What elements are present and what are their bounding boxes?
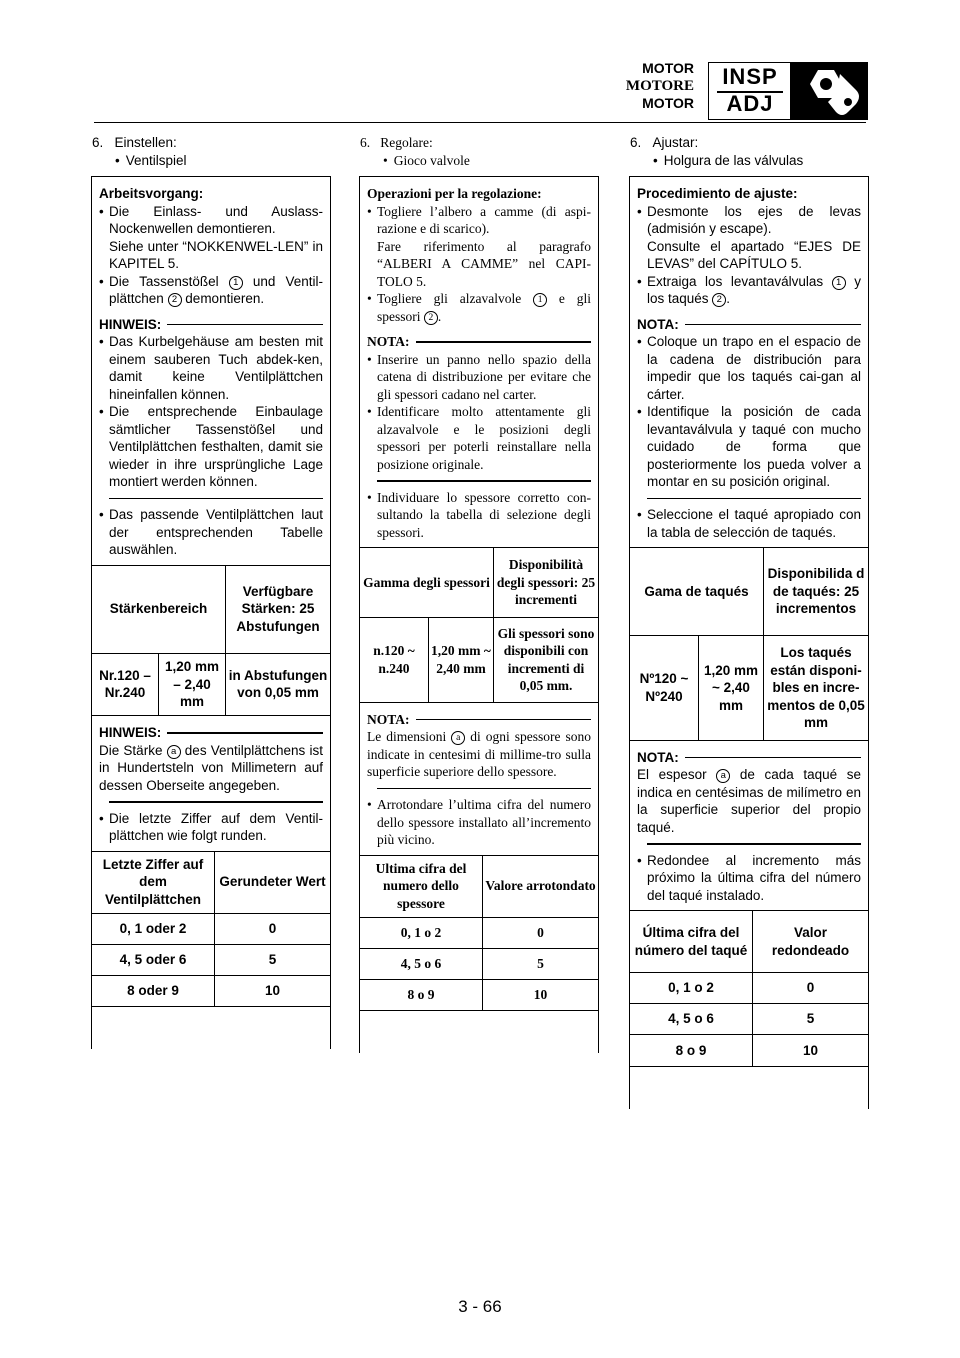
round-header-last-digit: Ultima cifra del numero dello spessore — [360, 855, 483, 917]
round-instruction: • Arrotondare l’ultima cifra del numero dello spessore installato all’incremento più vicino. — [367, 796, 591, 849]
note2-text: Die Stärke a des Ventilplättchens ist in Hundertsteln von Millimetern auf dessen Oberseite angegeben. — [99, 742, 323, 793]
round-cell: 4, 5 oder 6 — [92, 944, 215, 975]
section-header — [626, 60, 694, 113]
note-item-1: • Das Kurbelgehäuse am besten mit einem sauberen Tuch abdek-ken, damit keine Ventilplättchen hineinfallen können. — [99, 333, 323, 403]
shim-range-table — [630, 547, 868, 740]
marker-a: a — [716, 769, 730, 783]
step-label: 6. Einstellen: — [92, 135, 177, 150]
select-instruction: • Seleccione el taqué apropiado con la tabla de selección de taqués. — [637, 506, 861, 541]
round-cell: 8 oder 9 — [92, 975, 215, 1006]
thickness-note-box — [360, 702, 598, 855]
note2-text: El espesor a de cada taqué se indica en centésimas de milímetro en la superficie superior del propio taqué. — [637, 767, 861, 835]
thickness-note-box — [92, 715, 330, 851]
round-cell: 0, 1 oder 2 — [92, 913, 215, 944]
frame-tail — [92, 1006, 330, 1049]
round-cell: 0 — [215, 913, 331, 944]
procedure-step-2: • Togliere gli alzavalvole 1 e gli spessori 2 . — [367, 290, 591, 325]
select-instruction: • Das passende Ventilplättchen laut der entsprechenden Tabelle auswählen. — [99, 506, 323, 559]
section-title-de: MOTOR — [642, 60, 694, 76]
round-instruction: • Die letzte Ziffer auf dem Ventil-plättchen wie folgt runden. — [99, 810, 323, 845]
step-heading — [359, 134, 599, 169]
table-header-range: Gamma degli spessori — [360, 548, 494, 618]
note2-heading: NOTA: — [637, 749, 861, 767]
round-header-value: Valore arrotondato — [483, 855, 599, 917]
round-cell: 10 — [483, 979, 599, 1010]
shim-range-table — [92, 565, 330, 716]
step-item: • Ventilspiel — [91, 152, 331, 170]
round-cell: 0, 1 o 2 — [360, 917, 483, 948]
round-cell: 0 — [483, 917, 599, 948]
wrench-nut-svg — [790, 62, 868, 120]
procedure-title: Arbeitsvorgang: — [99, 186, 204, 201]
badge-adj: ADJ — [726, 91, 774, 116]
round-cell: 8 o 9 — [630, 1035, 753, 1066]
insp-adj-badge — [708, 62, 868, 120]
thickness-note-box — [630, 740, 868, 911]
table-cell-increment: in Abstufungen von 0,05 mm — [226, 653, 331, 715]
note-item-1: • Coloque un trapo en el espacio de la cadena de distribución para impedir que los taqués cai-gan al cárter. — [637, 333, 861, 403]
table-cell-thickness: 1,20 mm – 2,40 mm — [159, 653, 226, 715]
marker-a: a — [167, 745, 181, 759]
marker-1: 1 — [533, 293, 547, 307]
procedure-step-2: • Die Tassenstößel 1 und Ventil-plättchen 2 demontieren. — [99, 273, 323, 308]
table-cell-numbers: Nº120 ~ Nº240 — [630, 636, 699, 740]
round-cell: 8 o 9 — [360, 979, 483, 1010]
procedure-step-1: • Desmonte los ejes de levas (admisión y escape). — [637, 203, 861, 238]
column-german — [91, 130, 331, 998]
step-item: • Holgura de las válvulas — [629, 152, 869, 170]
frame-tail — [630, 1066, 868, 1109]
rounding-table — [360, 855, 598, 1011]
round-cell: 4, 5 o 6 — [630, 1004, 753, 1035]
table-header-available: Disponibilità degli spessori: 25 incrementi — [494, 548, 599, 618]
round-header-last-digit: Última cifra del número del taqué — [630, 911, 753, 973]
round-cell: 5 — [753, 1004, 869, 1035]
round-cell: 10 — [215, 975, 331, 1006]
table-header-available: Disponibilida d de taqués: 25 incrementos — [764, 548, 869, 636]
procedure-reference: Consulte el apartado “EJES DE LEVAS” del CAPÍTULO 5. — [647, 238, 861, 271]
note2-end-rule — [109, 801, 323, 803]
round-header-value: Gerundeter Wert — [215, 851, 331, 913]
round-cell: 5 — [483, 948, 599, 979]
procedure-box — [360, 176, 598, 547]
section-title-es: MOTOR — [642, 95, 694, 111]
procedure-box — [92, 176, 330, 565]
round-cell: 5 — [215, 944, 331, 975]
step-label: 6. Regolare: — [360, 135, 433, 150]
step-item: • Gioco valvole — [359, 152, 599, 170]
note2-end-rule — [377, 788, 591, 790]
step-heading — [91, 134, 331, 169]
note-item-2: • Identifique la posición de cada levantaválvula y taqué con mucho cuidado de forma que posteriormente los pueda volver a montar en su posición original. — [637, 403, 861, 491]
round-instruction: • Redondee al incremento más próximo la última cifra del número del taqué instalado. — [637, 852, 861, 905]
note2-heading: HINWEIS: — [99, 724, 323, 742]
note2-end-rule — [647, 843, 861, 845]
note-heading: HINWEIS: — [99, 316, 323, 334]
table-header-range: Gama de taqués — [630, 548, 764, 636]
procedure-box — [630, 176, 868, 547]
step-heading — [629, 134, 869, 169]
insp-adj-label — [708, 62, 792, 120]
round-header-value: Valor redondeado — [753, 911, 869, 973]
round-cell: 4, 5 o 6 — [360, 948, 483, 979]
table-cell-thickness: 1,20 mm ~ 2,40 mm — [699, 636, 764, 740]
round-header-last-digit: Letzte Ziffer auf dem Ventilplättchen — [92, 851, 215, 913]
note-item-1: • Inserire un panno nello spazio della catena di distribuzione per evitare che gli spessori cadano nel carter. — [367, 351, 591, 404]
note2-heading: NOTA: — [367, 711, 591, 729]
procedure-frame — [359, 176, 599, 1053]
shim-range-table — [360, 547, 598, 702]
procedure-step-1: • Togliere l’albero a camme (di aspi-razione e di scarico). — [367, 203, 591, 238]
rounding-table — [92, 851, 330, 1007]
section-title-it: MOTORE — [625, 77, 694, 94]
table-cell-numbers: n.120 ~ n.240 — [360, 618, 429, 702]
table-header-available: Verfügbare Stärken: 25 Abstufungen — [226, 565, 331, 653]
procedure-step-2: • Extraiga los levantaválvulas 1 y los taqués 2 . — [637, 273, 861, 308]
column-spanish — [629, 130, 869, 1058]
procedure-reference: Siehe unter “NOKKENWEL-LEN” in KAPITEL 5. — [109, 238, 323, 271]
marker-2: 2 — [712, 293, 726, 307]
note-end-rule — [109, 498, 323, 500]
procedure-title: Operazioni per la regolazione: — [367, 186, 542, 201]
table-cell-numbers: Nr.120 – Nr.240 — [92, 653, 159, 715]
procedure-step-1: • Die Einlass- und Auslass-Nockenwellen demontieren. — [99, 203, 323, 238]
note-heading: NOTA: — [637, 316, 861, 334]
marker-2: 2 — [168, 293, 182, 307]
note-heading: NOTA: — [367, 333, 591, 351]
table-header-range: Stärkenbereich — [92, 565, 226, 653]
marker-a: a — [451, 731, 465, 745]
procedure-frame — [91, 176, 331, 1049]
round-cell: 0 — [753, 973, 869, 1004]
note-item-2: • Die entsprechende Einbaulage sämtlicher Tassenstößel und Ventilplättchen festhalten, damit sie wieder in ihre ursprüngliche Lage montiert werden können. — [99, 403, 323, 491]
select-instruction: • Individuare lo spessore corretto con-sultando la tabella di selezione degli spessori. — [367, 489, 591, 542]
wrench-nut-icon — [790, 62, 868, 120]
round-cell: 0, 1 o 2 — [630, 973, 753, 1004]
note-item-2: • Identificare molto attentamente gli alzavalvole e le posizioni degli spessori per poterli reinstallare nella posizione originale. — [367, 403, 591, 473]
note-end-rule — [647, 498, 861, 500]
table-cell-increment: Gli spessori sono disponibili con incrementi di 0,05 mm. — [494, 618, 599, 702]
table-cell-increment: Los taqués están disponi-bles en incre-mentos de 0,05 mm — [764, 636, 869, 740]
page-number: 3 - 66 — [458, 1297, 502, 1316]
procedure-reference: Fare riferimento al paragrafo “ALBERI A CAMME” nel CAPI-TOLO 5. — [377, 238, 591, 289]
table-cell-thickness: 1,20 mm ~ 2,40 mm — [429, 618, 494, 702]
note-end-rule — [377, 480, 591, 482]
header-rule — [94, 122, 866, 123]
note2-text: Le dimensioni a di ogni spessore sono indicate in centesimi di millime-tro sulla superficie superiore dello spessore. — [367, 729, 591, 779]
frame-tail — [360, 1010, 598, 1053]
procedure-frame — [629, 176, 869, 1109]
marker-1: 1 — [832, 276, 846, 290]
step-label: 6. Ajustar: — [630, 135, 699, 150]
procedure-title: Procedimiento de ajuste: — [637, 186, 798, 201]
round-cell: 10 — [753, 1035, 869, 1066]
column-italian — [359, 130, 599, 1002]
rounding-table — [630, 910, 868, 1066]
marker-2: 2 — [424, 311, 438, 325]
badge-insp: INSP — [722, 64, 778, 89]
marker-1: 1 — [229, 276, 243, 290]
